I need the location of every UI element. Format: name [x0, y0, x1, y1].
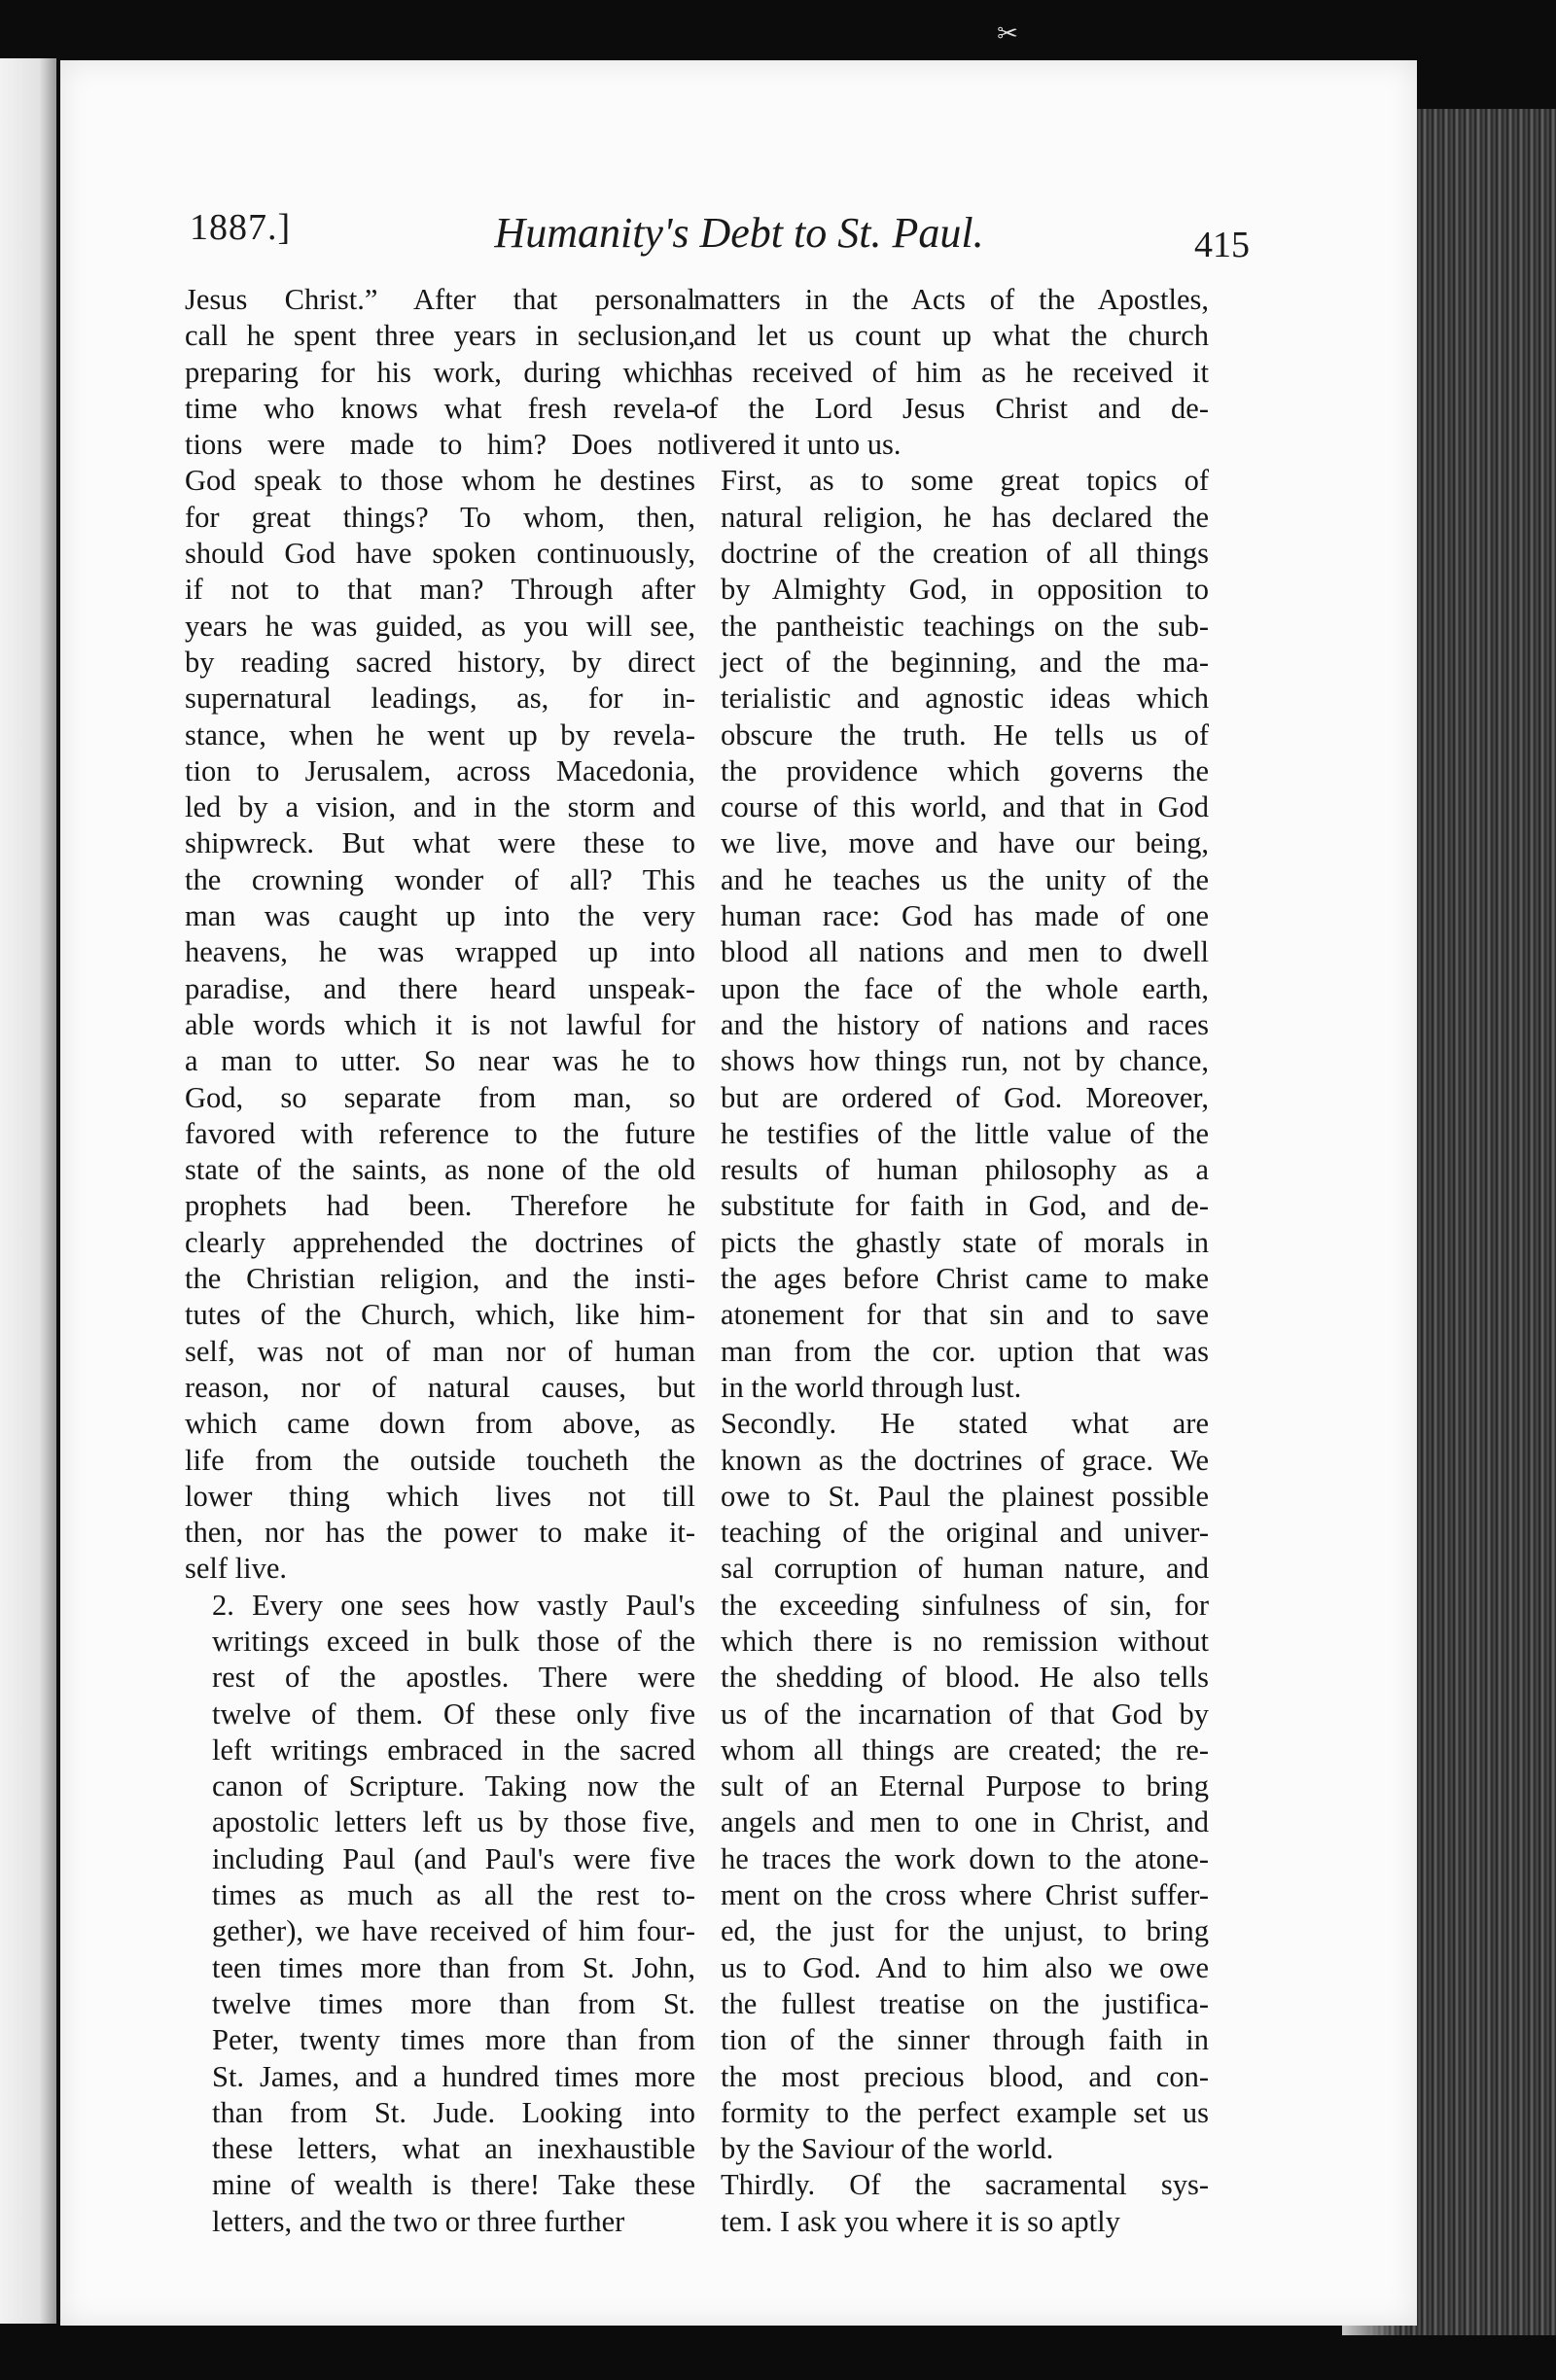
- text-line: known as the doctrines of grace. We: [721, 1443, 1209, 1477]
- text-line: the shedding of blood. He also tells: [721, 1661, 1209, 1695]
- text-line: reason, nor of natural causes, but: [185, 1370, 695, 1404]
- text-line: ject of the beginning, and the ma-: [721, 645, 1209, 679]
- text-line: and let us count up what the church: [693, 319, 1209, 353]
- text-line: has received of him as he received it: [693, 355, 1209, 389]
- text-line: these letters, what an inexhaustible: [212, 2132, 695, 2166]
- text-line: self live.: [185, 1552, 288, 1586]
- text-line: 2. Every one sees how vastly Paul's: [212, 1588, 695, 1622]
- text-line: canon of Scripture. Taking now the: [212, 1769, 695, 1803]
- running-header-title: Humanity's Debt to St. Paul.: [494, 209, 984, 257]
- text-line: doctrine of the creation of all things: [721, 537, 1209, 571]
- text-line: mine of wealth is there! Take these: [212, 2168, 695, 2202]
- page-number: 415: [1194, 225, 1250, 265]
- text-line: by Almighty God, in opposition to: [721, 573, 1209, 607]
- text-line: tutes of the Church, which, like him-: [185, 1298, 695, 1332]
- text-line: then, nor has the power to make it-: [185, 1516, 695, 1550]
- text-line: owe to St. Paul the plainest possible: [721, 1479, 1209, 1513]
- text-line: obscure the truth. He tells us of: [721, 718, 1209, 752]
- text-line: angels and men to one in Christ, and: [721, 1805, 1209, 1839]
- right-column-paragraph: [693, 2167, 1209, 2240]
- text-line: heavens, he was wrapped up into: [185, 935, 695, 969]
- text-line: Peter, twenty times more than from: [212, 2023, 695, 2057]
- text-line: favored with reference to the future: [185, 1116, 695, 1150]
- text-line: twelve times more than from St.: [212, 1986, 695, 2020]
- text-line: course of this world, and that in God: [721, 790, 1209, 824]
- text-line: by the Saviour of the world.: [721, 2132, 1054, 2166]
- text-line: shipwreck. But what were these to: [185, 826, 695, 860]
- text-line: he testifies of the little value of the: [721, 1116, 1209, 1150]
- text-line: picts the ghastly state of morals in: [721, 1225, 1209, 1259]
- text-line: led by a vision, and in the storm and: [185, 790, 695, 824]
- text-line: prophets had been. Therefore he: [185, 1189, 695, 1223]
- text-line: ed, the just for the unjust, to bring: [721, 1914, 1209, 1948]
- binding-clip-icon: ✂: [997, 19, 1018, 48]
- text-line: Secondly. He stated what are: [721, 1407, 1209, 1441]
- text-line: tion of the sinner through faith in: [721, 2023, 1209, 2057]
- text-line: time who knows what fresh revela-: [185, 391, 695, 425]
- text-line: ment on the cross where Christ suffer-: [721, 1878, 1209, 1912]
- text-line: man was caught up into the very: [185, 899, 695, 933]
- left-column-paragraph: [185, 282, 695, 1588]
- text-line: matters in the Acts of the Apostles,: [693, 283, 1209, 316]
- text-line: the crowning wonder of all? This: [185, 862, 695, 896]
- text-line: terialistic and agnostic ideas which: [721, 682, 1209, 716]
- text-line: stance, when he went up by revela-: [185, 718, 695, 752]
- text-line: preparing for his work, during which: [185, 355, 695, 389]
- text-line: apostolic letters left us by those five,: [212, 1805, 695, 1839]
- right-column-paragraph: [693, 282, 1209, 463]
- text-line: the most precious blood, and con-: [721, 2059, 1209, 2093]
- text-line: paradise, and there heard unspeak-: [185, 971, 695, 1005]
- running-header: [190, 194, 1250, 272]
- text-line: the providence which governs the: [721, 753, 1209, 788]
- text-line: twelve of them. Of these only five: [212, 1697, 695, 1731]
- text-line: atonement for that sin and to save: [721, 1298, 1209, 1332]
- text-line: call he spent three years in seclusion,: [185, 319, 695, 353]
- text-line: lower thing which lives not till: [185, 1479, 695, 1513]
- text-line: of the Lord Jesus Christ and de-: [693, 391, 1209, 425]
- text-line: First, as to some great topics of: [721, 464, 1209, 498]
- text-line: should God have spoken continuously,: [185, 537, 695, 571]
- text-line: blood all nations and men to dwell: [721, 935, 1209, 969]
- text-line: state of the saints, as none of the old: [185, 1153, 695, 1187]
- text-line: formity to the perfect example set us: [721, 2095, 1209, 2129]
- text-line: livered it unto us.: [693, 428, 902, 462]
- text-line: teen times more than from St. John,: [212, 1950, 695, 1984]
- left-column-paragraph: [185, 1588, 695, 2240]
- text-line: the Christian religion, and the insti-: [185, 1262, 695, 1296]
- text-column-right: [693, 282, 1209, 2240]
- text-line: us of the incarnation of that God by: [721, 1697, 1209, 1731]
- text-line: for great things? To whom, then,: [185, 500, 695, 534]
- text-column-left: [185, 282, 695, 2240]
- text-line: God, so separate from man, so: [185, 1080, 695, 1114]
- text-line: he traces the work down to the atone-: [721, 1841, 1209, 1875]
- running-header-year: 1887.]: [190, 207, 292, 248]
- text-line: which came down from above, as: [185, 1407, 695, 1441]
- text-line: clearly apprehended the doctrines of: [185, 1225, 695, 1259]
- text-line: sal corruption of human nature, and: [721, 1552, 1209, 1586]
- text-line: God speak to those whom he destines: [185, 464, 695, 498]
- text-line: rest of the apostles. There were: [212, 1661, 695, 1695]
- text-line: man from the cor. uption that was: [721, 1334, 1209, 1368]
- text-line: St. James, and a hundred times more: [212, 2059, 695, 2093]
- text-line: shows how things run, not by chance,: [721, 1044, 1209, 1078]
- text-line: times as much as all the rest to-: [212, 1878, 695, 1912]
- text-line: including Paul (and Paul's were five: [212, 1841, 695, 1875]
- text-line: writings exceed in bulk those of the: [212, 1624, 695, 1658]
- text-line: but are ordered of God. Moreover,: [721, 1080, 1209, 1114]
- text-line: us to God. And to him also we owe: [721, 1950, 1209, 1984]
- text-line: years he was guided, as you will see,: [185, 609, 695, 643]
- text-line: in the world through lust.: [721, 1370, 1022, 1404]
- text-line: the ages before Christ came to make: [721, 1262, 1209, 1296]
- text-line: tion to Jerusalem, across Macedonia,: [185, 753, 695, 788]
- text-line: human race: God has made of one: [721, 899, 1209, 933]
- text-line: sult of an Eternal Purpose to bring: [721, 1769, 1209, 1803]
- text-line: left writings embraced in the sacred: [212, 1732, 695, 1767]
- text-line: letters, and the two or three further: [212, 2204, 625, 2238]
- text-line: able words which it is not lawful for: [185, 1007, 695, 1041]
- previous-page-edge: [0, 58, 56, 2324]
- text-line: a man to utter. So near was he to: [185, 1044, 695, 1078]
- text-line: substitute for faith in God, and de-: [721, 1189, 1209, 1223]
- text-line: life from the outside toucheth the: [185, 1443, 695, 1477]
- text-line: we live, move and have our being,: [721, 826, 1209, 860]
- text-line: Jesus Christ.” After that personal: [185, 283, 695, 316]
- text-line: the fullest treatise on the justifica-: [721, 1986, 1209, 2020]
- text-line: tem. I ask you where it is so aptly: [721, 2204, 1120, 2238]
- text-line: Thirdly. Of the sacramental sys-: [721, 2168, 1209, 2202]
- right-column-paragraph: [693, 1406, 1209, 2167]
- text-line: by reading sacred history, by direct: [185, 645, 695, 679]
- text-line: and the history of nations and races: [721, 1007, 1209, 1041]
- text-line: tions were made to him? Does not: [185, 428, 695, 462]
- text-line: whom all things are created; the re-: [721, 1732, 1209, 1767]
- text-line: if not to that man? Through after: [185, 573, 695, 607]
- text-line: natural religion, he has declared the: [721, 500, 1209, 534]
- text-line: gether), we have received of him four-: [212, 1914, 695, 1948]
- right-column-paragraph: [693, 463, 1209, 1406]
- text-line: which there is no remission without: [721, 1624, 1209, 1658]
- text-line: than from St. Jude. Looking into: [212, 2095, 695, 2129]
- text-line: teaching of the original and univer-: [721, 1516, 1209, 1550]
- text-line: upon the face of the whole earth,: [721, 971, 1209, 1005]
- text-line: and he teaches us the unity of the: [721, 862, 1209, 896]
- text-line: the exceeding sinfulness of sin, for: [721, 1588, 1209, 1622]
- text-line: self, was not of man nor of human: [185, 1334, 695, 1368]
- text-line: the pantheistic teachings on the sub-: [721, 609, 1209, 643]
- text-line: supernatural leadings, as, for in-: [185, 682, 695, 716]
- text-line: results of human philosophy as a: [721, 1153, 1209, 1187]
